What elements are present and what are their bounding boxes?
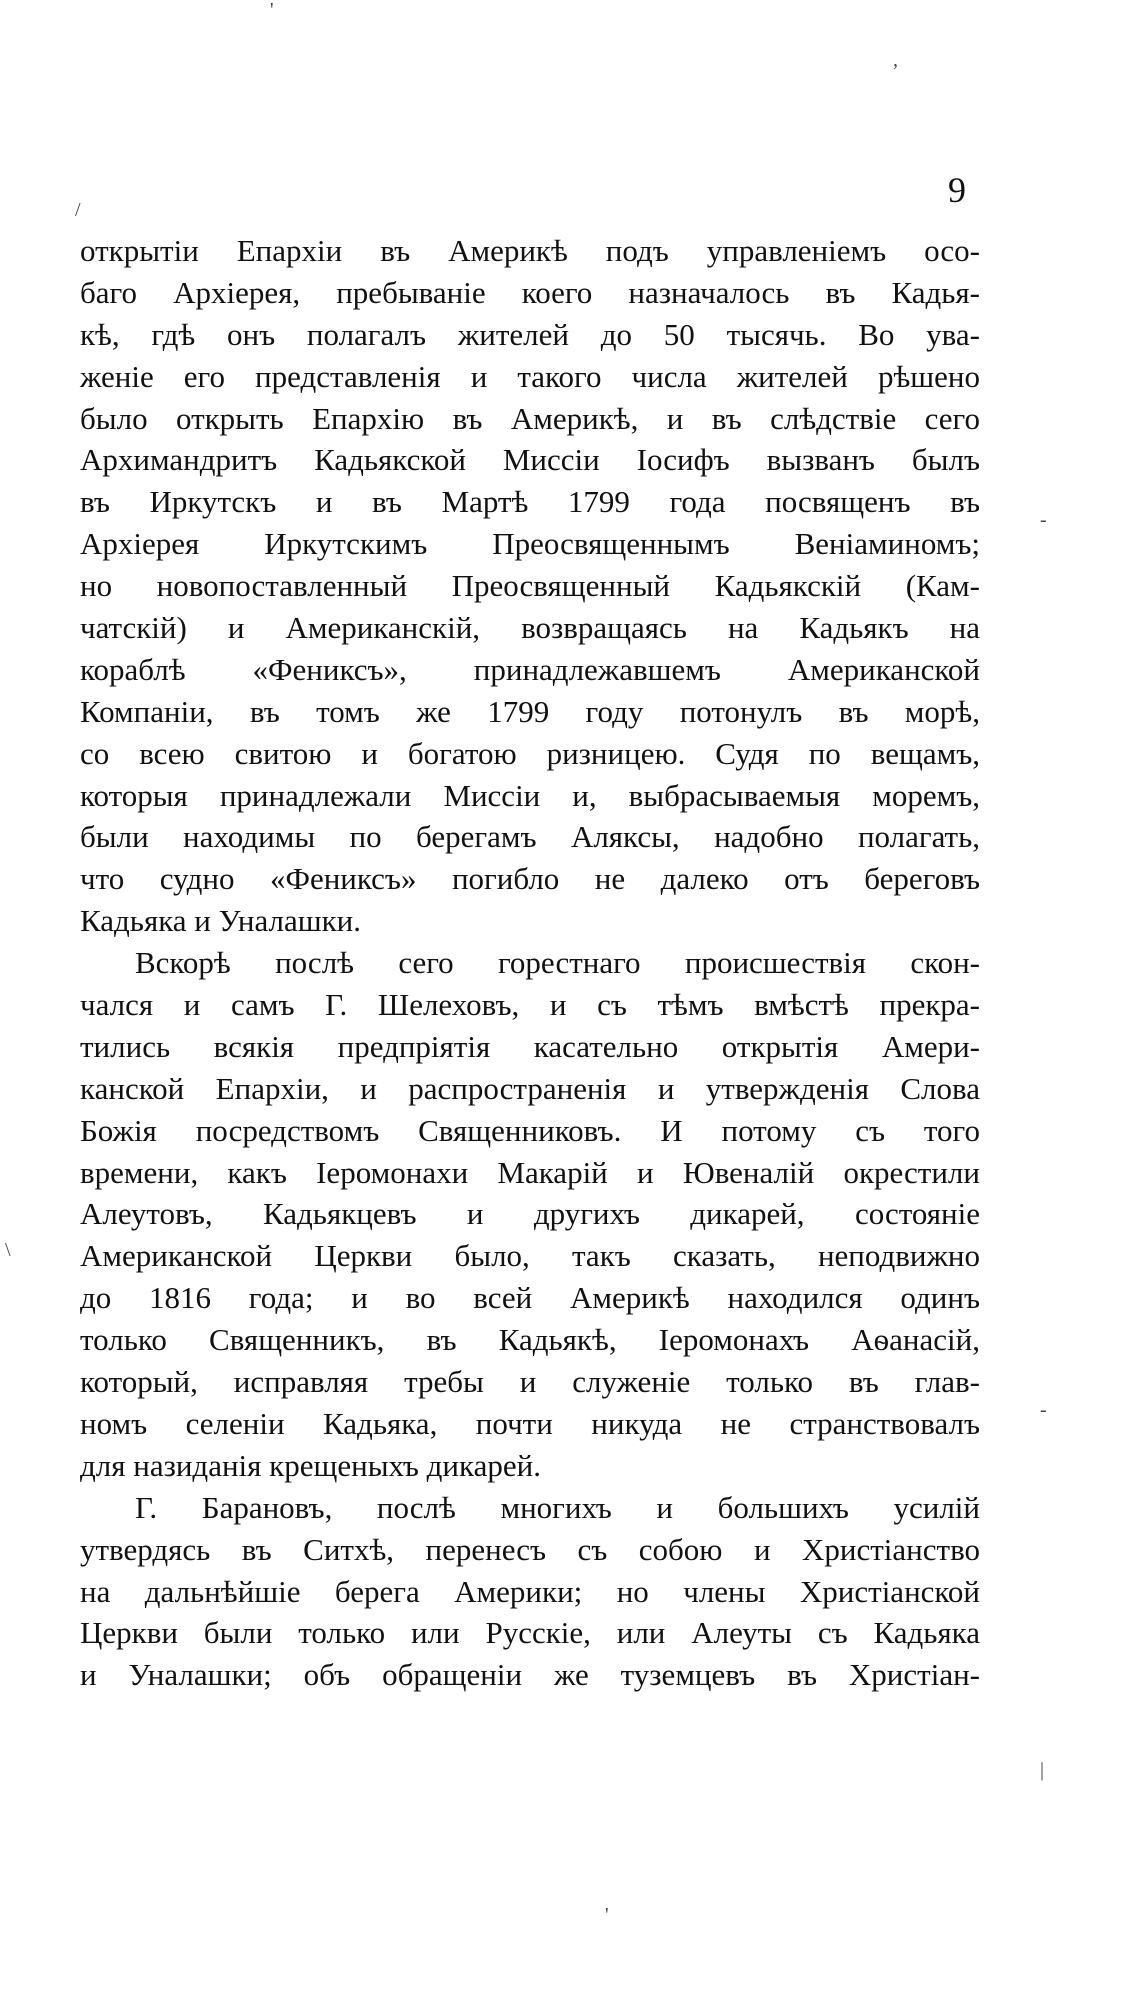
text-line: что судно «Фениксъ» погибло не далеко отъ береговъ	[80, 861, 980, 897]
text-line: Церкви были только или Русскіе, или Алеуты съ Кадьяка	[80, 1615, 980, 1651]
text-line: баго Архіерея, пребываніе коего назначалось въ Кадья-	[80, 274, 980, 310]
text-column	[80, 230, 980, 1696]
text-line: чался и самъ Г. Шелеховъ, и съ тѣмъ вмѣстѣ прекра-	[80, 987, 980, 1023]
text-line: въ Иркутскъ и въ Мартѣ 1799 года посвященъ въ	[80, 484, 980, 520]
text-line: только Священникъ, въ Кадьякѣ, Іеромонахъ Аѳанасій,	[80, 1322, 980, 1358]
text-line: для назиданія крещеныхъ дикарей.	[80, 1447, 541, 1483]
scan-speck: ,	[893, 49, 898, 71]
text-line: тились всякія предпріятія касательно открытія Амери-	[80, 1028, 980, 1064]
text-line: женіе его представленія и такого числа жителей рѣшено	[80, 358, 980, 394]
text-line: номъ селеніи Кадьяка, почти никуда не странствовалъ	[80, 1405, 980, 1441]
text-line: открытіи Епархіи въ Америкѣ подъ управленіемъ осо-	[80, 233, 980, 268]
text-line: Вскорѣ послѣ сего горестнаго происшествія скон-	[135, 945, 980, 981]
scan-speck: /	[75, 199, 81, 221]
text-line: который, исправляя требы и служеніе только въ глав-	[80, 1364, 980, 1400]
scan-speck: |	[1040, 1759, 1045, 1781]
text-line: утвердясь въ Ситхѣ, перенесъ съ собою и Христіанство	[80, 1531, 980, 1567]
text-line: было открыть Епархію въ Америкѣ, и въ слѣдствіе сего	[80, 400, 980, 436]
page-number: 9	[948, 170, 966, 210]
text-line: Компаніи, въ томъ же 1799 году потонулъ въ морѣ,	[80, 693, 980, 729]
text-line: Американской Церкви было, такъ сказать, неподвижно	[80, 1238, 980, 1274]
text-line: и Уналашки; объ обращеніи же туземцевъ въ Христіан-	[80, 1657, 980, 1693]
text-line: чатскій) и Американскій, возвращаясь на Кадьякъ на	[80, 610, 980, 646]
text-line: на дальнѣйшіе берега Америки; но члены Христіанской	[80, 1573, 980, 1609]
text-line: Алеутовъ, Кадьякцевъ и другихъ дикарей, состояніе	[80, 1196, 980, 1232]
text-line: Кадьяка и Уналашки.	[80, 903, 361, 939]
scan-speck: -	[1040, 1399, 1047, 1421]
text-line: были находимы по берегамъ Аляксы, надобно полагать,	[80, 819, 980, 855]
text-line: Божія посредствомъ Священниковъ. И потому съ того	[80, 1112, 980, 1148]
text-line: со всею свитою и богатою ризницею. Судя по вещамъ,	[80, 735, 980, 771]
text-line: Г. Барановъ, послѣ многихъ и большихъ усилій	[135, 1489, 980, 1525]
paragraph-1	[80, 230, 980, 942]
text-line: но новопоставленный Преосвященный Кадьякскій (Кам-	[80, 568, 980, 604]
paragraph-3	[80, 1487, 980, 1696]
text-line: кораблѣ «Фениксъ», принадлежавшемъ Американской	[80, 651, 980, 687]
text-line: канской Епархіи, и распространенія и утвержденія Слова	[80, 1070, 980, 1106]
scan-speck: -	[1040, 509, 1047, 531]
scan-speck: \	[5, 1239, 11, 1261]
text-line: Архіерея Иркутскимъ Преосвященнымъ Веніаминомъ;	[80, 526, 980, 562]
scan-speck: '	[270, 0, 274, 21]
scan-speck: '	[605, 1904, 609, 1926]
text-line: времени, какъ Іеромонахи Макарій и Ювеналій окрестили	[80, 1154, 980, 1190]
text-line: которыя принадлежали Миссіи и, выбрасываемыя моремъ,	[80, 777, 980, 813]
text-line: кѣ, гдѣ онъ полагалъ жителей до 50 тысячь. Во ува-	[80, 316, 980, 352]
text-line: до 1816 года; и во всей Америкѣ находился одинъ	[80, 1280, 980, 1316]
text-line: Архимандритъ Кадьякской Миссіи Іосифъ вызванъ былъ	[80, 442, 980, 478]
paragraph-2	[80, 942, 980, 1487]
